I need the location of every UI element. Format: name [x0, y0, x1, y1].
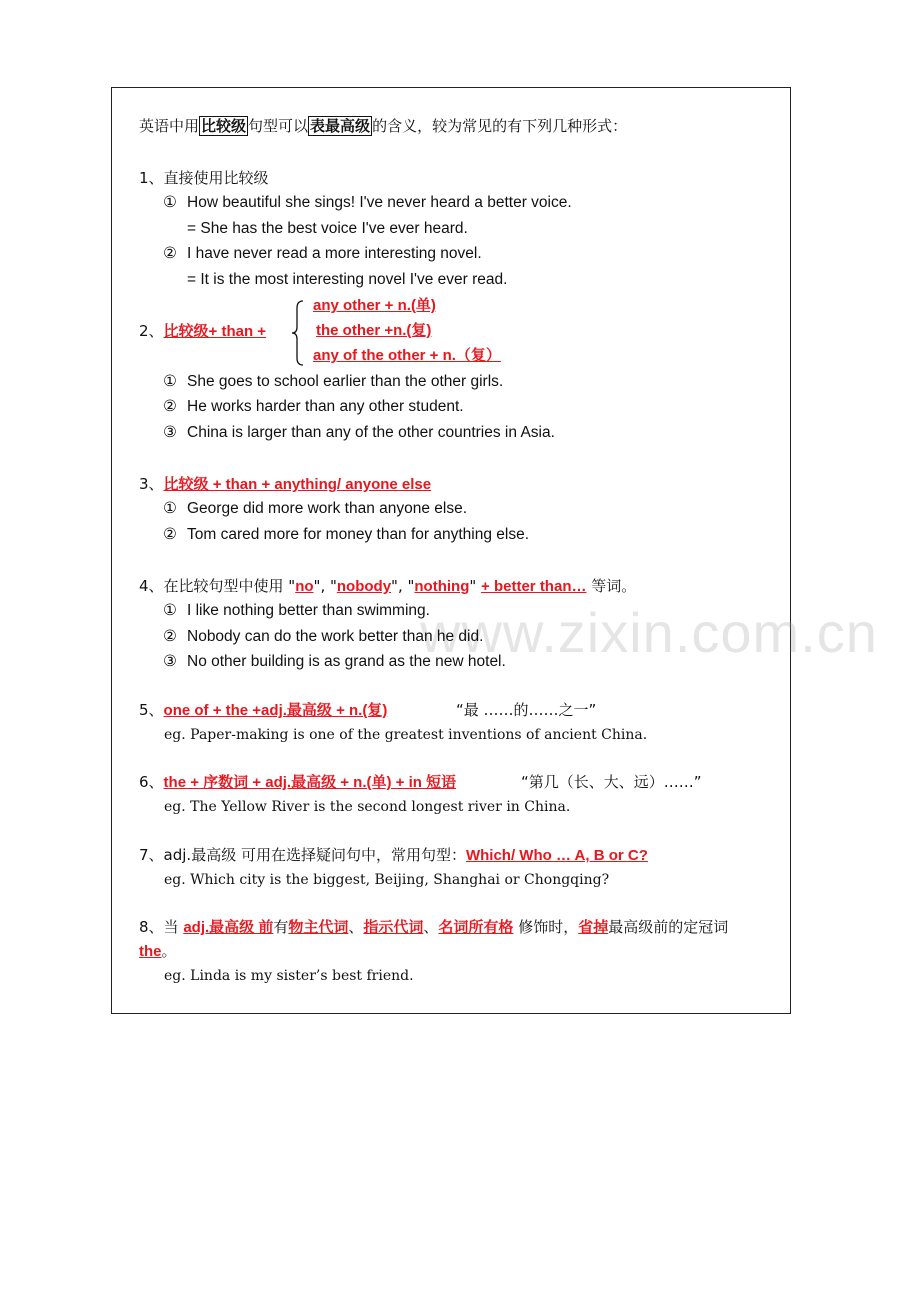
intro-boxed-term: 比较级 — [201, 117, 247, 135]
s4-example-2 — [163, 627, 483, 647]
s4-keyword: nothing — [414, 578, 470, 595]
s4-text: 等词。 — [586, 577, 637, 595]
s2-pattern: 比较级+ than + — [163, 323, 267, 340]
s2-option-2: the other +n.(复) — [316, 322, 432, 339]
example-number: ① — [163, 373, 177, 390]
s2-option-3: any of the other + n.（复） — [313, 347, 501, 364]
example-text: Nobody can do the work better than he did. — [187, 628, 484, 645]
s8-example: eg. Linda is my sister’s best friend. — [164, 968, 414, 984]
s3-example-1 — [163, 499, 467, 519]
s3-example-2 — [163, 525, 529, 545]
intro-line — [139, 116, 627, 136]
example-number: ① — [163, 500, 177, 517]
brace-icon — [291, 300, 305, 366]
example-number: ② — [163, 245, 177, 262]
s1-example-2 — [163, 244, 482, 264]
s4-text: ", " — [391, 577, 415, 595]
s4-text: ", " — [313, 577, 337, 595]
s4-keyword: no — [295, 578, 314, 595]
s8-text: 最高级前的定冠词 — [608, 918, 729, 936]
section-number: 2、 — [139, 322, 164, 340]
example-number: ③ — [163, 424, 177, 441]
example-text: She goes to school earlier than the other girls. — [187, 373, 504, 390]
s8-keyword: 省掉 — [578, 919, 609, 936]
intro-text: 英语中用 — [139, 117, 200, 135]
example-text: Tom cared more for money than for anything else. — [187, 526, 530, 543]
s6-pattern: the + 序数词 + adj.最高级 + n.(单) + in 短语 — [163, 774, 457, 791]
example-text: He works harder than any other student. — [187, 398, 464, 415]
section-number: 3、 — [139, 475, 164, 493]
example-text: China is larger than any of the other countries in Asia. — [187, 424, 555, 441]
s6-example: eg. The Yellow River is the second longest river in China. — [164, 799, 571, 815]
intro-text: 的含义，较为常见的有下列几种形式： — [372, 117, 628, 135]
watermark: www.zixin.com.cn — [420, 601, 878, 664]
s7-pattern: Which/ Who … A, B or C? — [465, 847, 648, 864]
s5-pattern: one of + the +adj.最高级 + n.(复) — [163, 702, 388, 719]
example-number: ② — [163, 398, 177, 415]
intro-text: 句型可以 — [248, 117, 309, 135]
s2-option-1: any other + n.(单) — [313, 297, 436, 314]
s4-head — [139, 576, 636, 597]
s4-text: 4、在比较句型中使用 " — [139, 577, 296, 595]
example-number: ① — [163, 194, 177, 211]
s6-meaning: “第几（长、大、远）……” — [521, 773, 702, 791]
s2-example-1 — [163, 372, 503, 392]
intro-boxed-term: 表最高级 — [310, 117, 371, 135]
s8-text: 有 — [273, 918, 289, 936]
example-number: ② — [163, 628, 177, 645]
section-number: 6、 — [139, 773, 164, 791]
s7-head — [139, 845, 648, 866]
s8-text: 。 — [161, 942, 177, 960]
s8-keyword: 指示代词 — [363, 919, 424, 936]
s8-keyword: 物主代词 — [288, 919, 349, 936]
s8-text: 、 — [423, 918, 439, 936]
s4-keyword: nobody — [336, 578, 392, 595]
example-text: I have never read a more interesting novel. — [187, 245, 482, 262]
s7-text: 7、adj.最高级 可用在选择疑问句中，常用句型： — [139, 846, 466, 864]
s1-example-1 — [163, 193, 572, 213]
s8-text: 8、当 — [139, 918, 184, 936]
s1-example-2b: = It is the most interesting novel I've ever read. — [187, 271, 508, 288]
example-number: ① — [163, 602, 177, 619]
s4-keyword: + better than… — [481, 578, 587, 595]
example-number: ② — [163, 526, 177, 543]
s8-head — [139, 917, 728, 938]
s3-head — [139, 474, 431, 495]
s8-keyword: adj.最高级 前 — [183, 919, 274, 936]
s3-pattern: 比较级 + than + anything/ anyone else — [163, 476, 432, 493]
example-text: No other building is as grand as the new hotel. — [187, 653, 506, 670]
example-text: George did more work than anyone else. — [187, 500, 468, 517]
s4-example-3 — [163, 652, 506, 672]
s1-example-1b: = She has the best voice I've ever heard. — [187, 220, 468, 237]
s4-text: " — [469, 577, 482, 595]
s8-text: 、 — [348, 918, 364, 936]
example-text: How beautiful she sings! I've never heard a better voice. — [187, 194, 572, 211]
s5-head — [139, 700, 387, 721]
section-number: 5、 — [139, 701, 164, 719]
s8-head-cont — [139, 941, 177, 962]
s2-head — [139, 321, 266, 342]
s8-text: 修饰时， — [513, 918, 579, 936]
s5-example: eg. Paper-making is one of the greatest inventions of ancient China. — [164, 727, 648, 743]
s5-meaning: “最 ……的……之一” — [456, 701, 597, 719]
s2-example-3 — [163, 423, 555, 443]
s8-keyword: the — [139, 943, 162, 960]
example-number: ③ — [163, 653, 177, 670]
s8-keyword: 名词所有格 — [438, 919, 514, 936]
s6-head — [139, 772, 456, 793]
s7-example: eg. Which city is the biggest, Beijing, Shanghai or Chongqing? — [164, 872, 610, 888]
s4-example-1 — [163, 601, 430, 621]
s2-example-2 — [163, 397, 464, 417]
s1-title: 1、直接使用比较级 — [139, 169, 269, 187]
example-text: I like nothing better than swimming. — [187, 602, 430, 619]
